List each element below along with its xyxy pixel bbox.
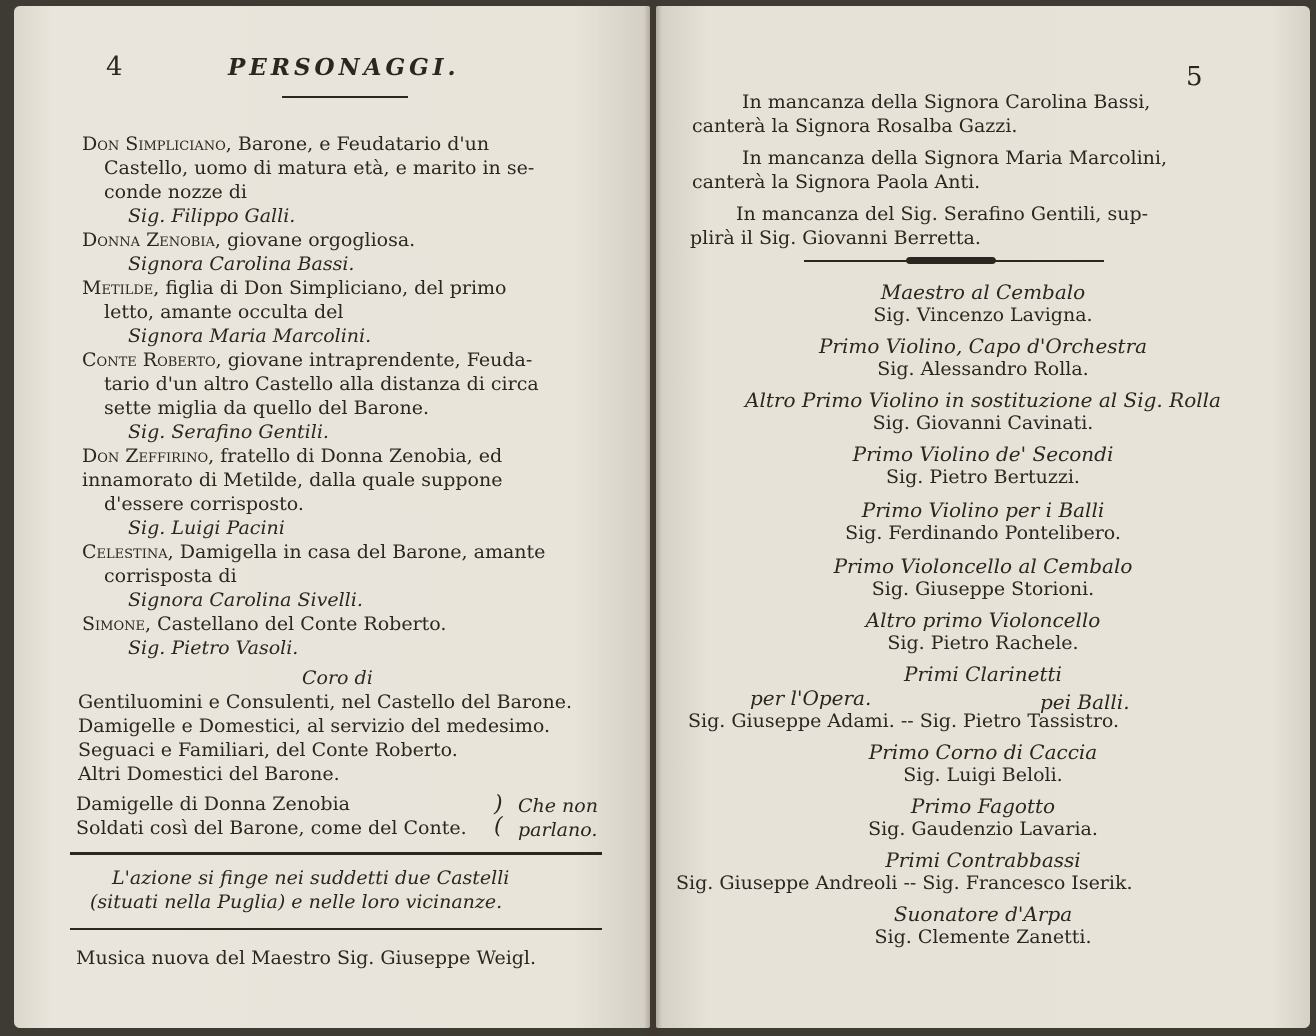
staff-role: Maestro al Cembalo	[880, 280, 1086, 304]
mute-note: Che non	[518, 795, 598, 817]
right-page	[656, 6, 1310, 1028]
clarinet-sub-opera: per l'Opera.	[750, 686, 872, 710]
character-desc: conde nozze di	[104, 181, 247, 203]
left-page	[14, 6, 650, 1028]
setting-line: L'azione si finge nei suddetti due Castelli	[112, 867, 510, 889]
character-entry	[82, 348, 532, 372]
character-name: Donna Zenobia	[82, 229, 215, 251]
singer-name: Sig. Pietro Vasoli.	[128, 637, 299, 659]
staff-name: Sig. Giuseppe Andreoli -- Sig. Francesco Iserik.	[676, 872, 1133, 894]
character-desc: sette miglia da quello del Barone.	[104, 397, 429, 419]
character-desc: d'essere corrisposto.	[104, 493, 304, 515]
staff-role: Suonatore d'Arpa	[893, 902, 1073, 926]
character-desc: , Damigella in casa del Barone, amante	[167, 541, 546, 563]
coro-line: Seguaci e Familiari, del Conte Roberto.	[78, 739, 458, 761]
staff-name: Sig. Clemente Zanetti.	[874, 926, 1092, 948]
staff-name: Sig. Giovanni Cavinati.	[872, 412, 1094, 434]
singer-name: Sig. Filippo Galli.	[128, 205, 296, 227]
character-name: Celestina	[82, 541, 168, 563]
page-number-right: 5	[1186, 62, 1203, 92]
brace-top: )	[494, 792, 503, 817]
staff-role: Primo Violino per i Balli	[861, 498, 1105, 522]
staff-role: Primo Violoncello al Cembalo	[833, 554, 1133, 578]
section-rule	[70, 852, 602, 855]
substitution-line: In mancanza del Sig. Serafino Gentili, sup-	[736, 203, 1149, 225]
staff-name: Sig. Alessandro Rolla.	[877, 358, 1089, 380]
singer-name: Sig. Luigi Pacini	[128, 517, 285, 539]
character-entry	[82, 444, 502, 468]
character-desc: , fratello di Donna Zenobia, ed	[208, 445, 503, 467]
staff-name: Sig. Giuseppe Storioni.	[871, 578, 1095, 600]
brace-bottom: (	[494, 814, 503, 839]
staff-name: Sig. Pietro Bertuzzi.	[886, 466, 1080, 488]
setting-line: (situati nella Puglia) e nelle loro vicinanze.	[90, 891, 503, 913]
staff-role: Primo Violino, Capo d'Orchestra	[818, 334, 1148, 358]
singer-name: Signora Carolina Sivelli.	[128, 589, 363, 611]
character-name: Metilde	[82, 277, 154, 299]
character-desc: , giovane orgogliosa.	[214, 229, 416, 251]
character-desc: innamorato di Metilde, dalla quale suppone	[82, 469, 503, 491]
book-gutter	[644, 0, 662, 1036]
header-rule	[282, 96, 408, 98]
staff-name: Sig. Pietro Rachele.	[887, 632, 1079, 654]
coro-line: Altri Domestici del Barone.	[78, 763, 340, 785]
character-desc: letto, amante occulta del	[104, 301, 344, 323]
staff-role: Primo Violino de' Secondi	[852, 442, 1114, 466]
staff-name: Sig. Luigi Beloli.	[903, 764, 1063, 786]
section-rule	[70, 928, 602, 930]
substitution-line: canterà la Signora Rosalba Gazzi.	[692, 115, 1018, 137]
staff-role: Primo Corno di Caccia	[868, 740, 1098, 764]
staff-role: Primo Fagotto	[910, 794, 1056, 818]
character-desc: , giovane intraprendente, Feuda-	[215, 349, 533, 371]
page-header: PERSONAGGI.	[228, 54, 460, 81]
singer-name: Signora Carolina Bassi.	[128, 253, 355, 275]
staff-role: Altro Primo Violino in sostituzione al Sig. Rolla	[745, 388, 1221, 412]
substitution-line: In mancanza della Signora Maria Marcolini,	[742, 147, 1168, 169]
character-entry	[82, 276, 507, 300]
staff-role: Primi Contrabbassi	[885, 848, 1081, 872]
staff-name: Sig. Gaudenzio Lavaria.	[868, 818, 1098, 840]
mute-note: parlano.	[518, 819, 598, 841]
character-name: Don Zeffirino	[82, 445, 209, 467]
singer-name: Signora Maria Marcolini.	[128, 325, 372, 347]
page-number-left: 4	[106, 52, 123, 82]
mute-line: Soldati così del Barone, come del Conte.	[76, 817, 467, 839]
coro-line: Damigelle e Domestici, al servizio del medesimo.	[78, 715, 551, 737]
character-desc: Castello, uomo di matura età, e marito in se-	[104, 157, 535, 179]
music-credit: Musica nuova del Maestro Sig. Giuseppe Weigl.	[76, 947, 537, 969]
character-entry	[82, 132, 489, 156]
substitution-line: canterà la Signora Paola Anti.	[692, 171, 981, 193]
coro-title: Coro di	[302, 667, 373, 689]
character-name: Don Simpliciano	[82, 133, 226, 155]
character-desc: , figlia di Don Simpliciano, del primo	[153, 277, 507, 299]
ornament-center	[906, 257, 996, 264]
character-entry	[82, 540, 545, 564]
character-name: Conte Roberto	[82, 349, 216, 371]
staff-name: Sig. Vincenzo Lavigna.	[873, 304, 1093, 326]
coro-line: Gentiluomini e Consulenti, nel Castello del Barone.	[78, 691, 572, 713]
character-desc: corrisposta di	[104, 565, 237, 587]
character-desc: tario d'un altro Castello alla distanza di circa	[104, 373, 539, 395]
character-desc: , Barone, e Feudatario d'un	[225, 133, 490, 155]
staff-role: Altro primo Violoncello	[865, 608, 1101, 632]
substitution-line: plirà il Sig. Giovanni Berretta.	[690, 227, 981, 249]
character-entry	[82, 228, 415, 252]
clarinet-sub-balli: pei Balli.	[1040, 690, 1130, 714]
character-entry	[82, 612, 446, 636]
character-name: Simone	[82, 613, 145, 635]
singer-name: Sig. Serafino Gentili.	[128, 421, 329, 443]
character-desc: , Castellano del Conte Roberto.	[145, 613, 447, 635]
staff-name: Sig. Giuseppe Adami. -- Sig. Pietro Tassistro.	[688, 710, 1120, 732]
staff-name: Sig. Ferdinando Pontelibero.	[845, 522, 1121, 544]
staff-role: Primi Clarinetti	[904, 662, 1062, 686]
substitution-line: In mancanza della Signora Carolina Bassi,	[742, 91, 1151, 113]
mute-line: Damigelle di Donna Zenobia	[76, 793, 350, 815]
